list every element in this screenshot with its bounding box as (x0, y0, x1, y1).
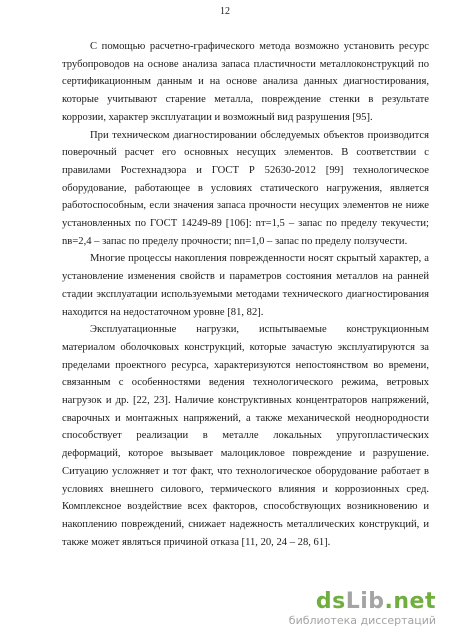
paragraph-resource-method: С помощью расчетно-графического метода возможно установить ресурс трубопроводов на основе анализа запаса пластичности металлоконструкций по сертификационным данным и на основе анализа данных диагностирования, которые учитывают старение металла, повреждение стенки в результате коррозии, характер эксплуатации и возможный вид разрушения [95]. (62, 41, 429, 123)
document-body (62, 38, 429, 551)
paragraph-operational-loads: Эксплуатационные нагрузки, испытываемые конструкционным материалом оболочковых конструкций, которые зачастую эксплуатируются за пределами проектного ресурса, характеризуются непостоянством во времени, связанным с особенностями ведения технологического режима, ветровых нагрузок и др. [22, 23]. Наличие конструктивных концентраторов напряжений, сварочных и монтажных напряжений, а также механической неоднородности способствует реализации в металле локальных упругопластических деформаций, которое вызывает малоцикловое повреждение и разрушение. Ситуацию усложняет и тот факт, что технологическое оборудование работает в условиях внешнего силового, термического влияния и коррозионных сред. Комплексное воздействие всех факторов, способствующих возникновению и накоплению повреждений, снижает надежность металлических конструкций, и также может являться причиной отказа [11, 20, 24 – 28, 61]. (62, 324, 429, 548)
dslib-logo: dsLib.net (315, 589, 436, 614)
dslib-subtitle: библиотека диссертаций (288, 614, 436, 627)
page-number: 12 (220, 6, 230, 17)
dslib-watermark (289, 590, 436, 627)
paragraph-damage-accumulation: Многие процессы накопления поврежденности носят скрытый характер, а установление изменения свойств и параметров состояния металлов на ранней стадии эксплуатации используемыми методами технического диагностирования находится на недостаточном уровне [81, 82]. (62, 253, 429, 318)
paragraph-diagnostic-calculation: При техническом диагностировании обследуемых объектов производится поверочный расчет его основных несущих элементов. В соответствии с правилами Ростехнадзора и ГОСТ Р 52630-2012 [99] технологическое оборудование, работающее в условиях статического нагружения, является работоспособным, если значения запаса прочности несущих элементов не ниже установленных по ГОСТ 14249-89 [106]: nт=1,5 – запас по пределу текучести; nв=2,4 – запас по пределу прочности; nп=1,0 – запас по пределу ползучести. (62, 129, 429, 247)
